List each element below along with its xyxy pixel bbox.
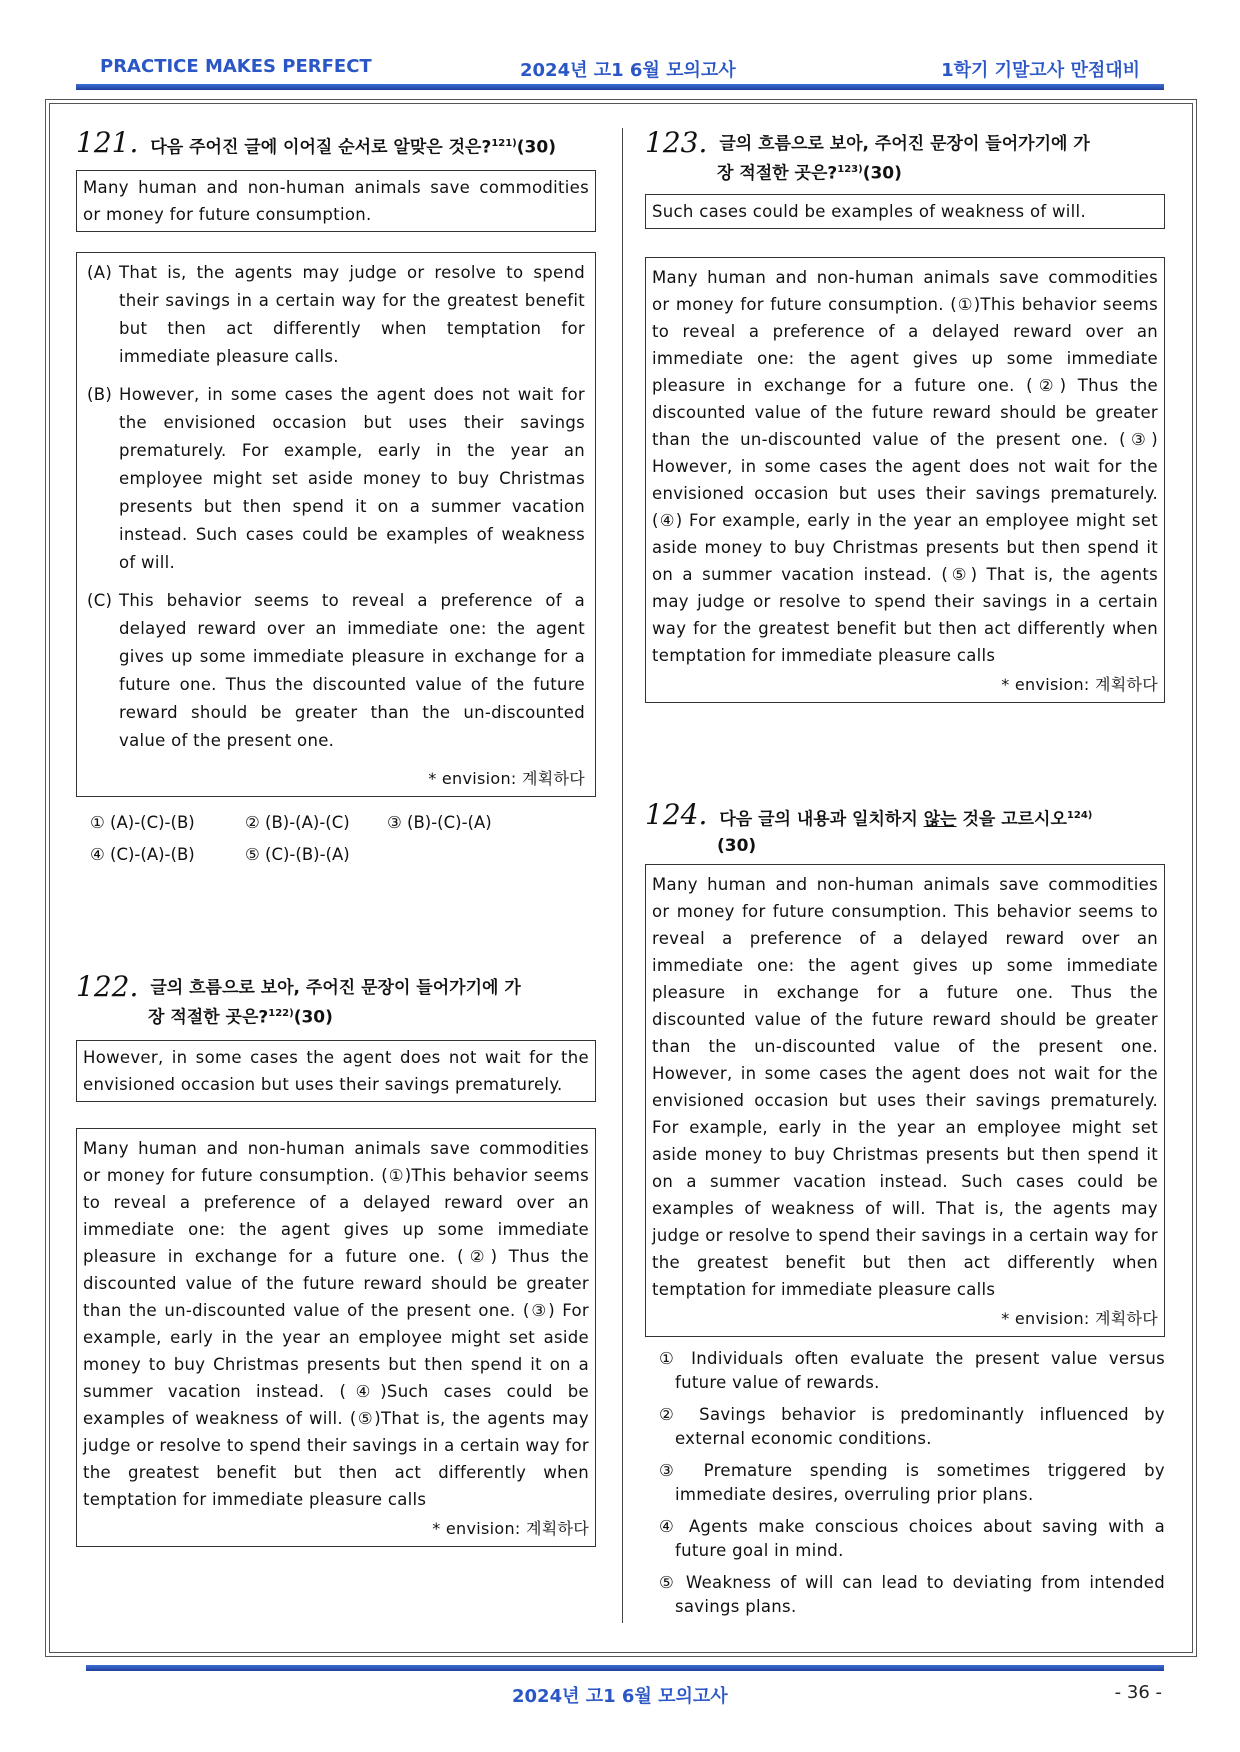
choice-2[interactable]: ② Savings behavior is predominantly influenced by external economic conditions. (659, 1404, 1165, 1448)
paragraph-a: (A) That is, the agents may judge or resolve to spend their savings in a certain way for the greatest benefit but then act differently when temptation for immediate pleasure calls. (87, 262, 585, 366)
question-121 (76, 128, 596, 871)
option-2[interactable]: ② (B)-(A)-(C) (245, 812, 350, 832)
points: (30) (293, 1007, 333, 1028)
question-title-cont: 장 적절한 곳은?$^{123)}$(30) (717, 163, 902, 184)
footnote-ref: 123) (837, 164, 863, 175)
footnote-ref: 122) (268, 1008, 294, 1019)
footnote-ref: 124) (1066, 810, 1093, 821)
paragraph-b: (B) However, in some cases the agent does not wait for the envisioned occasion but uses their savings prematurely. For example, early in the year an employee might set aside money to buy Christmas presents but then spend it on a summer vacation instead. Such cases could be examples of weakness of will. (87, 384, 585, 572)
header-right: 1학기 기말고사 만점대비 (941, 60, 1140, 81)
question-number: 121. (76, 126, 139, 159)
points: (30) (862, 163, 902, 184)
header-rule (76, 84, 1164, 90)
choice-3[interactable]: ③ Premature spending is sometimes triggered by immediate desires, overruling prior plans. (659, 1460, 1165, 1504)
vocab-note: * envision: 계획하다 (432, 1518, 589, 1538)
question-title: 글의 흐름으로 보아, 주어진 문장이 들어가기에 가 (150, 978, 521, 998)
option-1[interactable]: ① (A)-(C)-(B) (90, 812, 195, 832)
vocab-note: * envision: 계획하다 (1001, 1308, 1158, 1328)
question-124-header (645, 800, 1165, 834)
passage-box (645, 864, 1165, 1337)
points: (30) (516, 137, 556, 158)
vocab-note: * envision: 계획하다 (1001, 674, 1158, 694)
question-title: 다음 글의 내용과 일치하지 않는 것을 고르시오$^{124)}$ (719, 809, 1093, 830)
question-122 (76, 972, 596, 1547)
question-number: 122. (76, 970, 139, 1003)
footnote-ref: 121) (491, 138, 517, 149)
passage-box (76, 1128, 596, 1547)
choice-4[interactable]: ④ Agents make conscious choices about saving with a future goal in mind. (659, 1516, 1165, 1560)
given-sentence-box: Such cases could be examples of weakness of will. (645, 194, 1165, 229)
given-sentence-box: Many human and non-human animals save commodities or money for future consumption. (76, 170, 596, 232)
question-title: 다음 주어진 글에 이어질 순서로 알맞은 것은?$^{121)}$(30) (150, 137, 556, 158)
passage-box (645, 257, 1165, 703)
question-title: 글의 흐름으로 보아, 주어진 문장이 들어가기에 가 (719, 134, 1090, 154)
footer-rule (86, 1665, 1164, 1671)
answer-options (76, 807, 596, 871)
choice-1[interactable]: ① Individuals often evaluate the present value versus future value of rewards. (659, 1348, 1165, 1392)
passage-text: Many human and non-human animals save commodities or money for future consumption. This behavior seems to reveal a preference of a delayed reward over an immediate one: the agent gives up some immediate pleasure in exchange for a future one. Thus the discounted value of the future reward should be greater than the un-discounted value of the present one. However, in some cases the agent does not wait for the envisioned occasion but uses their savings prematurely. For example, early in the year an employee might set aside money to buy Christmas presents but then spend it on a summer vacation instead. Such cases could be examples of weakness of will. That is, the agents may judge or resolve to spend their savings in a certain way for the greatest benefit but then act differently when temptation for immediate pleasure calls (652, 874, 1158, 1299)
question-123-header (645, 128, 1165, 158)
column-divider (622, 128, 623, 1623)
question-124 (645, 800, 1165, 1627)
header-center: 2024년 고1 6월 모의고사 (520, 60, 736, 81)
emphasis-not: 않는 (923, 809, 957, 830)
question-number: 124. (645, 798, 708, 831)
passage-box (76, 252, 596, 797)
footer-title: 2024년 고1 6월 모의고사 (512, 1686, 728, 1707)
points: (30) (717, 835, 757, 856)
vocab-note: * envision: 계획하다 (428, 768, 585, 788)
header-left: PRACTICE MAKES PERFECT (100, 56, 372, 77)
given-sentence-box: However, in some cases the agent does not wait for the envisioned occasion but uses their savings prematurely. (76, 1040, 596, 1102)
choice-5[interactable]: ⑤ Weakness of will can lead to deviating from intended savings plans. (659, 1572, 1165, 1616)
option-5[interactable]: ⑤ (C)-(B)-(A) (245, 844, 350, 864)
question-122-header (76, 972, 596, 1002)
question-123 (645, 128, 1165, 703)
option-4[interactable]: ④ (C)-(A)-(B) (90, 844, 195, 864)
answer-choices (645, 1347, 1165, 1619)
paragraph-c: (C) This behavior seems to reveal a preference of a delayed reward over an immediate one: the agent gives up some immediate pleasure in exchange for a future one. Thus the discounted value of the future reward should be greater than the un-discounted value of the present one. (87, 590, 585, 750)
passage-text: Many human and non-human animals save commodities or money for future consumption. (①)This behavior seems to reveal a preference of a delayed reward over an immediate one: the agent gives up some immediate pleasure in exchange for a future one. (②) Thus the discounted value of the future reward should be greater than the un-discounted value of the present one. (③) For example, early in the year an employee might set aside money to buy Christmas presents but then spend it on a summer vacation instead. (④)Such cases could be examples of weakness of will. (⑤)That is, the agents may judge or resolve to spend their savings in a certain way for the greatest benefit but then act differently when temptation for immediate pleasure calls (83, 1138, 589, 1509)
option-3[interactable]: ③ (B)-(C)-(A) (387, 812, 492, 832)
question-121-header (76, 128, 596, 162)
passage-text: Many human and non-human animals save commodities or money for future consumption. (①)This behavior seems to reveal a preference of a delayed reward over an immediate one: the agent gives up some immediate pleasure in exchange for a future one. (②) Thus the discounted value of the future reward should be greater than the un-discounted value of the present one. (③) However, in some cases the agent does not wait for the envisioned occasion but uses their savings prematurely. (④) For example, early in the year an employee might set aside money to buy Christmas presents but then spend it on a summer vacation instead. (⑤) That is, the agents may judge or resolve to spend their savings in a certain way for the greatest benefit but then act differently when temptation for immediate pleasure calls (652, 267, 1158, 665)
question-number: 123. (645, 126, 708, 159)
page-number: - 36 - (1114, 1682, 1162, 1703)
question-title-cont: 장 적절한 곳은?$^{122)}$(30) (148, 1007, 333, 1028)
